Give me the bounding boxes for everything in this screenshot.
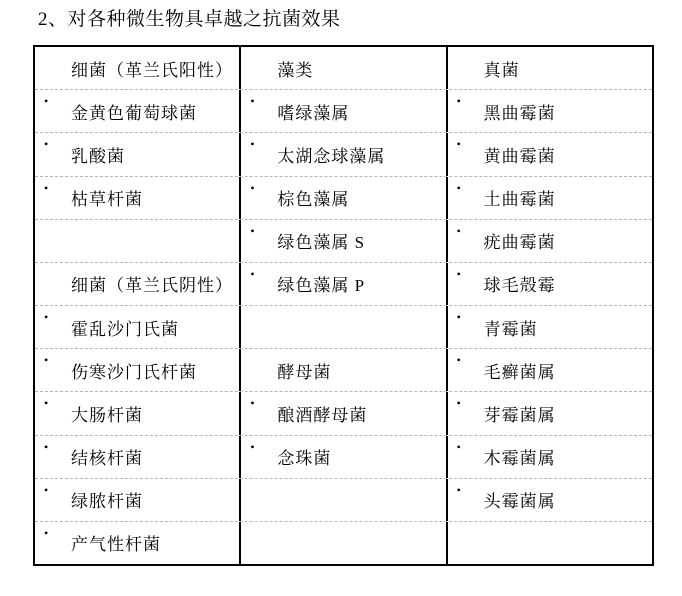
bullet-icon: • (250, 439, 255, 454)
cell-text: 头霉菌属 (483, 492, 556, 512)
table-row (35, 89, 652, 132)
table-cell (239, 90, 445, 132)
cell-text: 霍乱沙门氏菌 (71, 319, 179, 339)
bullet-icon: • (456, 310, 461, 325)
cell-text: 棕色藻属 (277, 190, 350, 210)
table-cell (239, 263, 445, 305)
cell-text: 念珠菌 (277, 449, 332, 469)
table-cell (239, 479, 445, 521)
table-header-row (35, 47, 652, 89)
table-cell (239, 349, 445, 391)
table-cell (446, 522, 652, 564)
bullet-icon: • (44, 396, 49, 411)
table-row (35, 262, 652, 305)
bullet-icon: • (456, 396, 461, 411)
table-cell (35, 306, 239, 348)
bullet-icon: • (44, 525, 49, 540)
table-row (35, 478, 652, 521)
bullet-icon: • (44, 353, 49, 368)
cell-text: 绿色藻属 P (277, 276, 366, 296)
bullet-icon: • (456, 266, 461, 281)
cell-text: 细菌（革兰氏阳性） (71, 60, 233, 80)
bullet-icon: • (456, 94, 461, 109)
table-cell (239, 220, 445, 262)
table-cell (446, 263, 652, 305)
bullet-icon: • (44, 439, 49, 454)
table-cell (446, 306, 652, 348)
cell-text: 黄曲霉菌 (483, 146, 556, 166)
microorganism-table (33, 45, 654, 566)
bullet-icon: • (44, 482, 49, 497)
cell-text: 酵母菌 (277, 362, 332, 382)
cell-text: 绿脓杆菌 (71, 492, 143, 512)
table-row (35, 391, 652, 434)
bullet-icon: • (44, 180, 49, 195)
table-cell (35, 392, 239, 434)
table-cell (35, 90, 239, 132)
table-cell (239, 522, 445, 564)
table-cell (35, 133, 239, 175)
cell-text: 青霉菌 (483, 319, 538, 339)
table-cell (239, 306, 445, 348)
table-row (35, 521, 652, 564)
cell-text: 木霉菌属 (483, 449, 556, 469)
bullet-icon: • (250, 137, 255, 152)
cell-text: 真菌 (483, 60, 520, 80)
cell-text: 绿色藻属 S (277, 233, 366, 253)
cell-text: 结核杆菌 (71, 449, 143, 469)
table-row (35, 348, 652, 391)
bullet-icon: • (456, 223, 461, 238)
table-cell (35, 220, 239, 262)
table-cell (446, 349, 652, 391)
bullet-icon: • (456, 137, 461, 152)
cell-text: 大肠杆菌 (71, 405, 143, 425)
table-row (35, 132, 652, 175)
cell-text: 酿酒酵母菌 (277, 405, 368, 425)
table-cell (35, 436, 239, 478)
cell-text: 乳酸菌 (71, 146, 125, 166)
table-cell (239, 133, 445, 175)
table-cell (35, 263, 239, 305)
table-cell (239, 436, 445, 478)
bullet-icon: • (44, 137, 49, 152)
cell-text: 球毛殻霉 (483, 276, 556, 296)
cell-text: 产气性杆菌 (71, 535, 161, 555)
table-row (35, 176, 652, 219)
table-row (35, 435, 652, 478)
bullet-icon: • (456, 439, 461, 454)
cell-text: 疣曲霉菌 (483, 233, 556, 253)
table-cell (35, 479, 239, 521)
bullet-icon: • (456, 353, 461, 368)
cell-text: 嗜绿藻属 (277, 103, 350, 123)
bullet-icon: • (250, 180, 255, 195)
table-cell (446, 220, 652, 262)
cell-text: 黑曲霉菌 (483, 103, 556, 123)
table-cell (239, 47, 445, 89)
bullet-icon: • (250, 396, 255, 411)
bullet-icon: • (44, 310, 49, 325)
cell-text: 芽霉菌属 (483, 405, 556, 425)
table-cell (35, 522, 239, 564)
table-cell (446, 177, 652, 219)
bullet-icon: • (456, 180, 461, 195)
table-cell (35, 349, 239, 391)
table-cell (239, 177, 445, 219)
cell-text: 毛癣菌属 (483, 362, 556, 382)
table-cell (239, 392, 445, 434)
cell-text: 枯草杆菌 (71, 190, 143, 210)
cell-text: 金黄色葡萄球菌 (71, 103, 197, 123)
cell-text: 伤寒沙门氏杆菌 (71, 362, 197, 382)
table-cell (446, 133, 652, 175)
table-row (35, 305, 652, 348)
page-title: 2、对各种微生物具卓越之抗菌效果 (38, 9, 341, 30)
table-row (35, 219, 652, 262)
bullet-icon: • (250, 94, 255, 109)
bullet-icon: • (250, 266, 255, 281)
table-cell (446, 392, 652, 434)
cell-text: 土曲霉菌 (483, 190, 556, 210)
table-cell (446, 90, 652, 132)
table-cell (446, 47, 652, 89)
table-cell (35, 47, 239, 89)
cell-text: 细菌（革兰氏阴性） (71, 276, 233, 296)
table-cell (446, 436, 652, 478)
cell-text: 太湖念球藻属 (277, 146, 386, 166)
cell-text: 藻类 (277, 60, 314, 80)
bullet-icon: • (250, 223, 255, 238)
bullet-icon: • (44, 94, 49, 109)
table-cell (35, 177, 239, 219)
bullet-icon: • (456, 482, 461, 497)
table-cell (446, 479, 652, 521)
